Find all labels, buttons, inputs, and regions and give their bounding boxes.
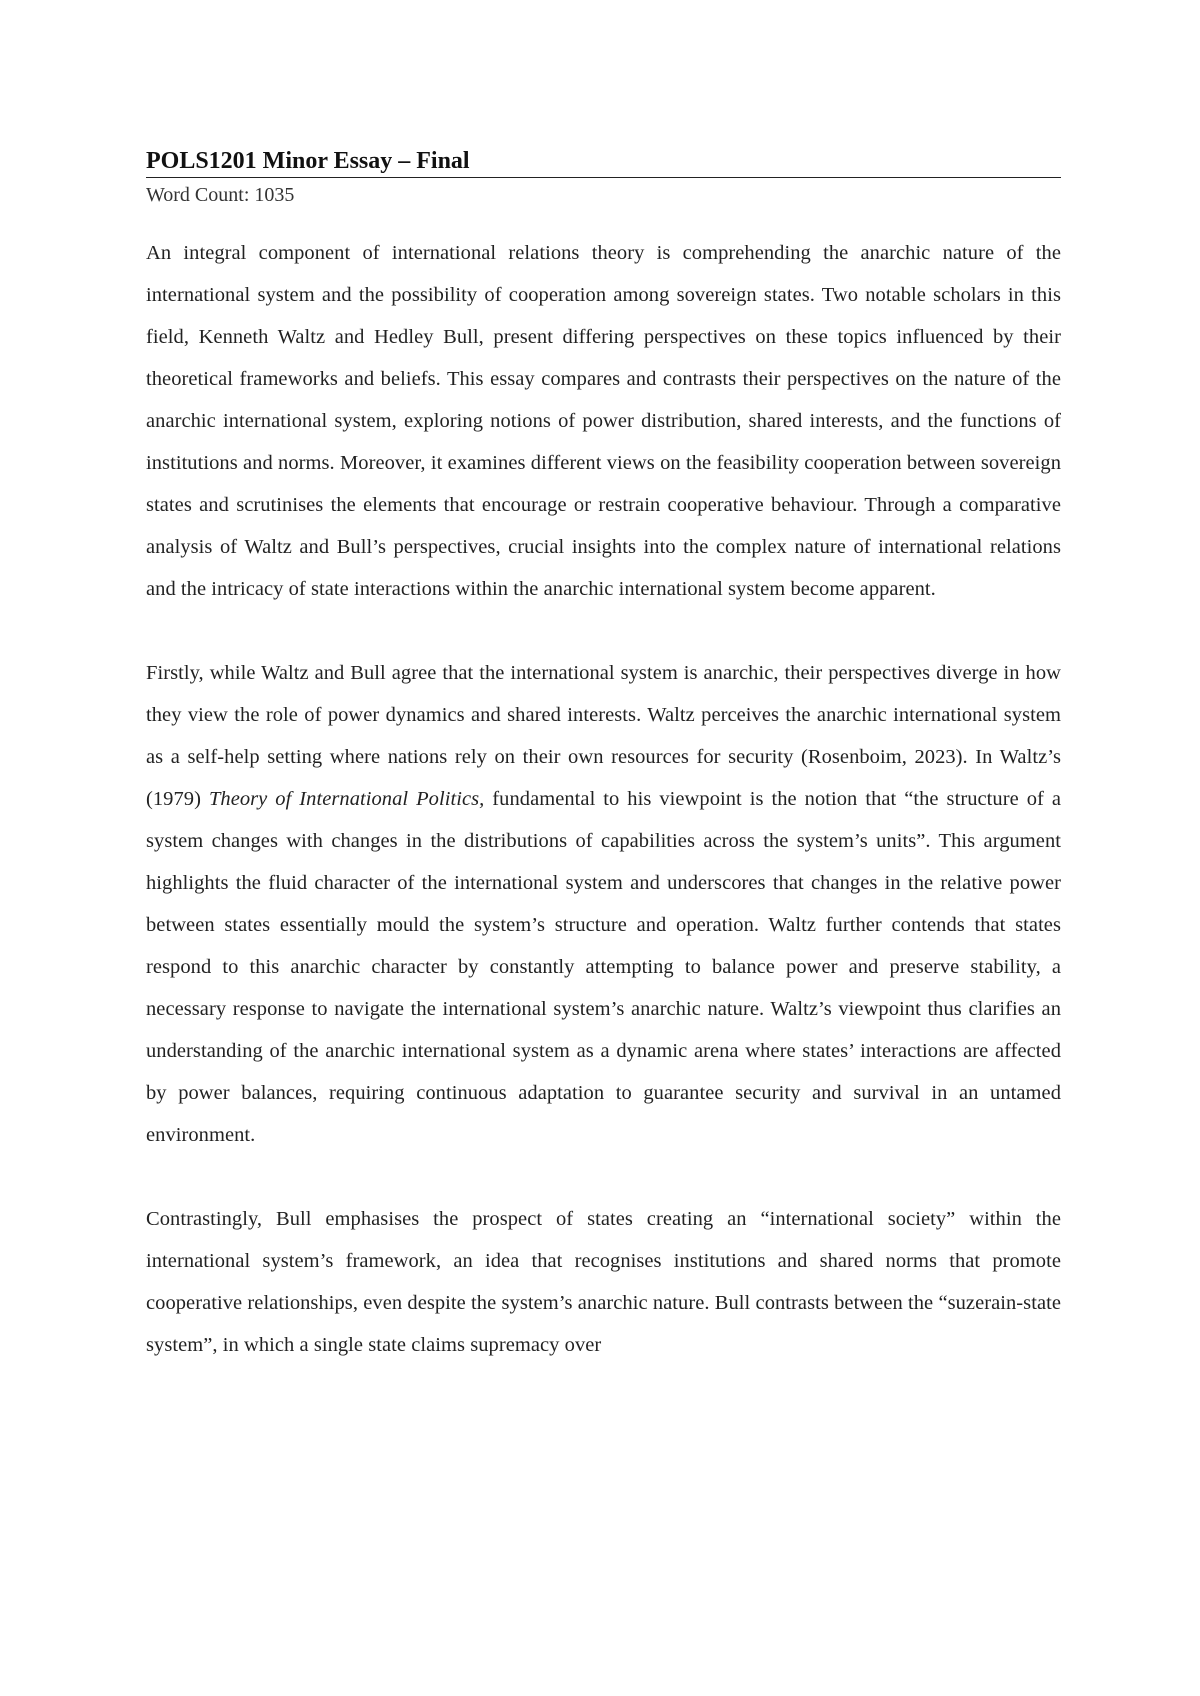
paragraph-waltz-text-2: fundamental to his viewpoint is the notion that “the structure of a system changes with changes in the distributions of capabilities across the system’s units”. This argument highlights the fluid character of the international system and underscores that changes in the relative power between states essentially mould the system’s structure and operation. Waltz further contends that states respond to this anarchic character by constantly attempting to balance power and preserve stability, a necessary response to navigate the international system’s anarchic nature. Waltz’s viewpoint thus clarifies an understanding of the anarchic international system as a dynamic arena where states’ interactions are affected by power balances, requiring continuous adaptation to guarantee security and survival in an untamed environment. bbox=[146, 788, 1061, 1146]
paragraph-bull: Contrastingly, Bull emphasises the prospect of states creating an “international society” within the international system’s framework, an idea that recognises institutions and shared norms that promote cooperative relationships, even despite the system’s anarchic nature. Bull contrasts between the “suzerain-state system”, in which a single state claims supremacy over bbox=[146, 1208, 1061, 1356]
essay-content bbox=[146, 146, 1061, 1366]
paragraph-waltz bbox=[146, 652, 1061, 1156]
paragraph-introduction: An integral component of international relations theory is comprehending the anarchic nature of the international system and the possibility of cooperation among sovereign states. Two notable scholars in this field, Kenneth Waltz and Hedley Bull, present differing perspectives on these topics influenced by their theoretical frameworks and beliefs. This essay compares and contrasts their perspectives on the nature of the anarchic international system, exploring notions of power distribution, shared interests, and the functions of institutions and norms. Moreover, it examines different views on the feasibility cooperation between sovereign states and scrutinises the elements that encourage or restrain cooperative behaviour. Through a comparative analysis of Waltz and Bull’s perspectives, crucial insights into the complex nature of international relations and the intricacy of state interactions within the anarchic international system become apparent. bbox=[146, 242, 1061, 600]
paragraph-waltz-text-1: Firstly, while Waltz and Bull agree that the international system is anarchic, their perspectives diverge in how they view the role of power dynamics and shared interests. Waltz perceives the anarchic international system as a self-help setting where nations rely on their own resources for security (Rosenboim, 2023). In Waltz’s (1979) bbox=[146, 662, 1061, 810]
essay-title: POLS1201 Minor Essay – Final bbox=[146, 146, 1061, 178]
word-count: Word Count: 1035 bbox=[146, 184, 295, 206]
book-title-italic: Theory of International Politics, bbox=[208, 788, 485, 810]
